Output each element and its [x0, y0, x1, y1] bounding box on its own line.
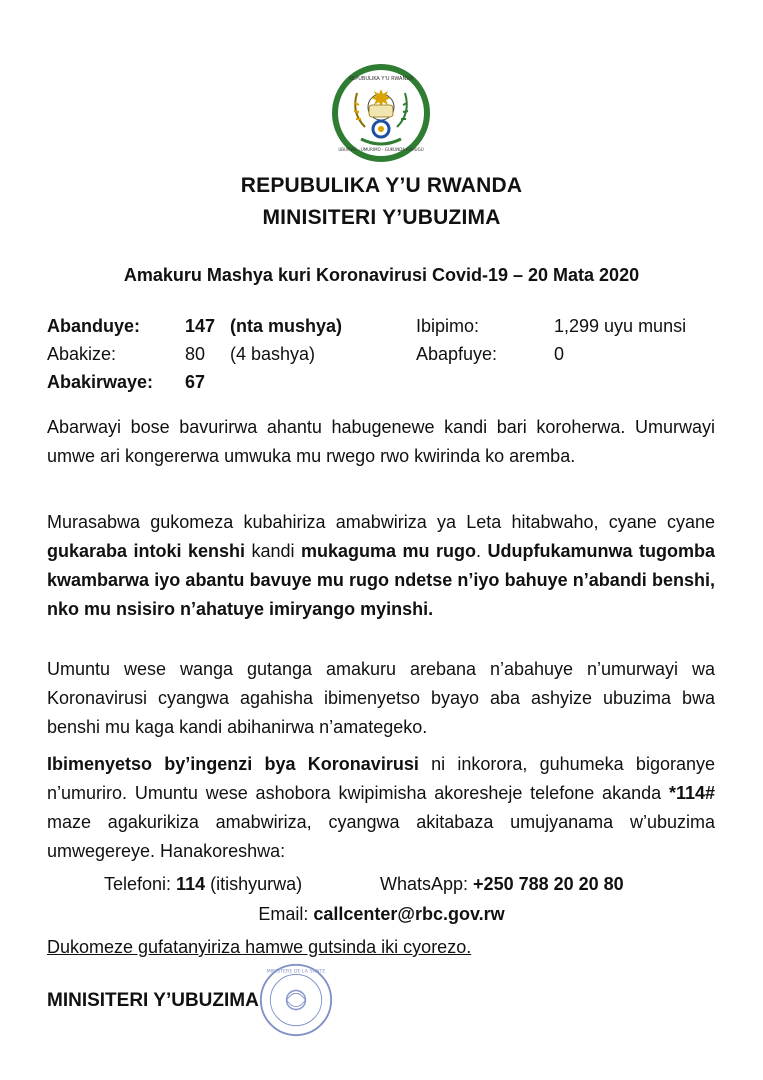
emphasis-masks: Udupfukamunwa tugomba kwambarwa iyo abantu bavuye mu rugo ndetse n’iyo bahuye n’abandi benshi, nko mu nsisiro n’ahatuye imiryango myinshi.	[47, 541, 715, 619]
active-label: Abakirwaye:	[47, 372, 154, 392]
signature-ministry: MINISITERI Y’UBUZIMA	[47, 990, 259, 1011]
stats-row	[47, 316, 727, 344]
whatsapp-number[interactable]: +250 788 20 20 80	[473, 874, 624, 894]
phone-number[interactable]: 114	[176, 874, 206, 894]
stamp-text: MINISTERE DE LA SANTE	[266, 969, 326, 975]
republic-heading: REPUBULIKA Y’U RWANDA	[240, 174, 523, 197]
tests-value: 1,299 uyu munsi	[554, 316, 687, 336]
closing-statement: Dukomeze gufatanyiriza hamwe gutsinda iki cyorezo.	[47, 937, 472, 957]
document-title: Amakuru Mashya kuri Koronavirusi Covid-19 – 20 Mata 2020	[123, 265, 640, 285]
paragraph-symptoms: Ibimenyetso by’ingenzi bya Koronavirusi ni inkorora, guhumeka bigoranye n’umuriro. Umuntu wese ashobora kwipimisha akoresheje telefone akanda *114# maze agakurikiza amabwiriza, cyangwa akitabaza umujyanama w’ubuzima umwegereye. Hanakoreshwa:	[47, 754, 715, 861]
confirmed-label: Abanduye:	[47, 316, 141, 336]
paragraph-guidelines: Murasabwa gukomeza kubahiriza amabwiriza ya Leta hitabwaho, cyane cyane gukaraba intoki kenshi kandi mukaguma mu rugo. Udupfukamunwa tugomba kwambarwa iyo abantu bavuye mu rugo ndetse n’iyo bahuye n’abandi benshi, nko mu nsisiro n’ahatuye imiryango myinshi.	[47, 512, 715, 619]
phone-contact: Telefoni: 114 (itishyurwa)	[104, 874, 303, 894]
email-address[interactable]: callcenter@rbc.gov.rw	[313, 904, 505, 924]
emphasis-handwashing: gukaraba intoki kenshi	[47, 541, 246, 561]
paragraph-patients: Abarwayi bose bavurirwa ahantu habugenewe kandi bari koroherwa. Umurwayi umwe ari kongererwa umwuka mu rwego rwo kwirinda ko aremba.	[47, 417, 715, 466]
ministry-stamp-icon	[258, 962, 334, 1038]
emphasis-stay-home: mukaguma mu rugo	[301, 541, 477, 561]
recovered-label: Abakize:	[47, 344, 117, 364]
recovered-note: (4 bashya)	[230, 344, 316, 364]
active-value: 67	[185, 372, 206, 392]
emblem-motto-text: UBUMWE - UMURIMO - GUKUNDA IGIHUGU	[338, 147, 424, 152]
stats-row	[47, 344, 727, 372]
whatsapp-contact: WhatsApp: +250 788 20 20 80	[380, 874, 624, 894]
paragraph-reporting: Umuntu wese wanga gutanga amakuru arebana n’abahuye n’umurwayi wa Koronavirusi cyangwa agahisha ibimenyetso byayo aba ashyize ubuzima bwa benshi mu kaga kandi abihanirwa n’amategeko.	[47, 659, 715, 737]
deaths-label: Abapfuye:	[416, 344, 498, 364]
confirmed-note: (nta mushya)	[230, 316, 343, 336]
stats-row	[47, 372, 727, 400]
emphasis-ussd-code: *114#	[668, 783, 715, 803]
tests-label: Ibipimo:	[416, 316, 480, 336]
emblem-top-text: REPUBULIKA Y'U RWANDA	[348, 76, 414, 82]
emphasis-symptoms: Ibimenyetso by’ingenzi bya Koronavirusi	[47, 754, 419, 774]
email-contact: Email: callcenter@rbc.gov.rw	[258, 904, 505, 924]
deaths-value: 0	[554, 344, 565, 364]
recovered-value: 80	[185, 344, 206, 364]
ministry-heading: MINISITERI Y’UBUZIMA	[262, 206, 501, 229]
confirmed-value: 147	[185, 316, 216, 336]
case-statistics	[47, 316, 727, 400]
coat-of-arms-icon	[331, 63, 431, 163]
